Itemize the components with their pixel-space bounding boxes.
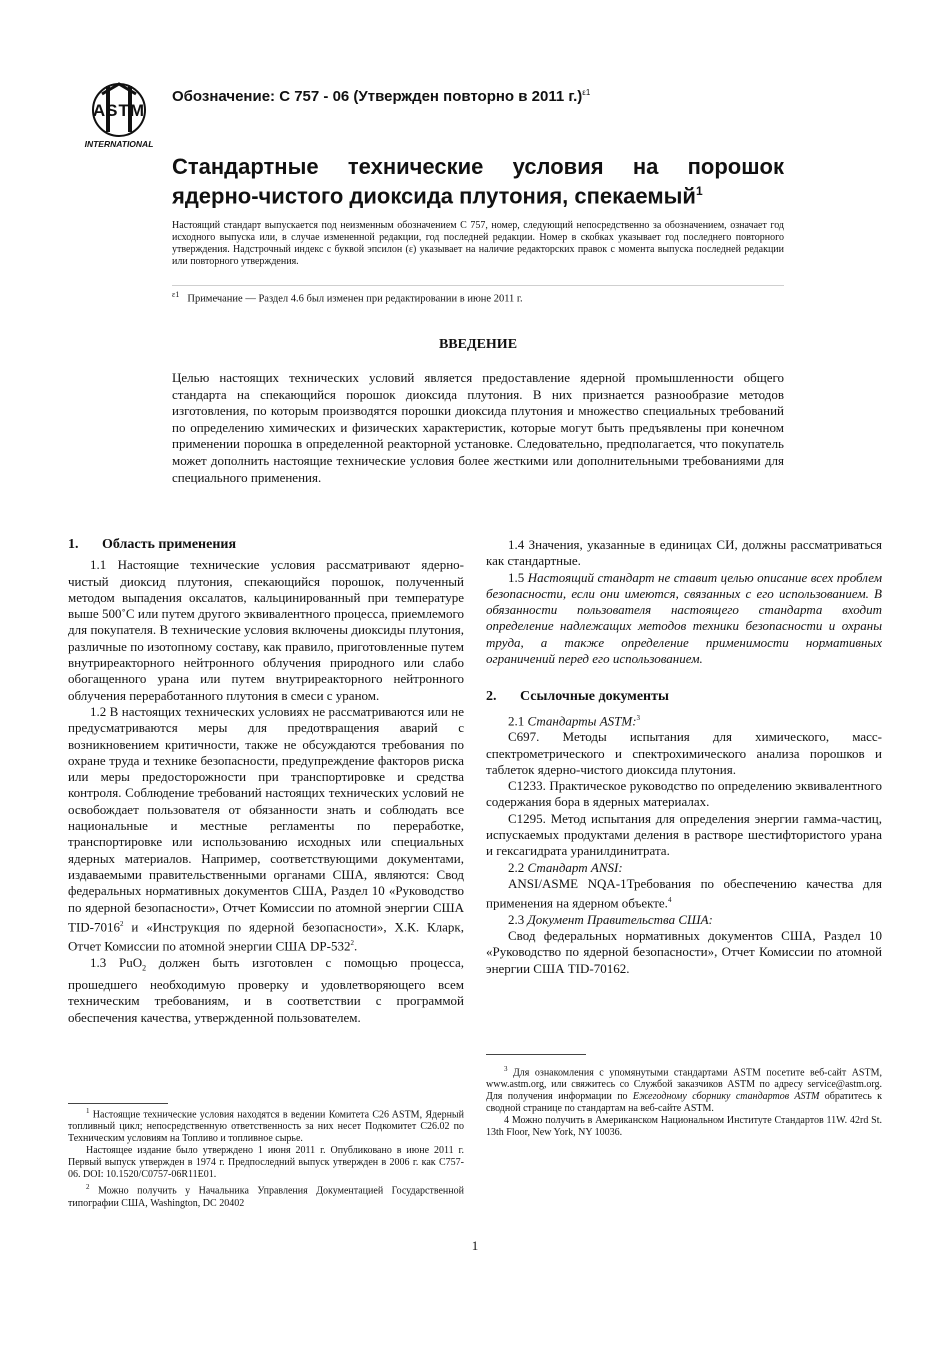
paragraph-1-2: [68, 704, 464, 955]
footnote-ref-4: 4: [667, 896, 672, 905]
paragraph-2-2-number: 2.2: [508, 859, 528, 875]
footnote-3-italic: Ежегодному сборнику стандартов ASTM: [632, 1091, 820, 1103]
paragraph-1-3-part-b: должен быть изготовлен с помощью процесса, прошедшего необходимую проверку и удовлетворяющего всем техническим требованиям, и в соответствии с программой обеспечения качества, утвержденной пользователем.: [68, 955, 464, 1025]
reference-c1295: C1295. Метод испытания для определения энергии гамма-частиц, испускаемых продуктами деления в растворе шестифтористого урана и гексагидрата уранилдинитрата.: [486, 810, 882, 859]
footnote-1b: Настоящее издание было утверждено 1 июня 2011 г. Опубликовано в июне 2011 г. Первый выпуск утвержден в 1974 г. Предпоследний выпуск утвержден в 2006 г. как C757-06. DOI: 10.1520/C0757-06R11E01.: [68, 1145, 464, 1181]
footnote-2: [68, 1181, 464, 1209]
introduction-heading: ВВЕДЕНИЕ: [438, 337, 518, 352]
paragraph-2-1-text: Стандарты ASTM:: [527, 713, 637, 728]
title-sup: 1: [695, 184, 703, 198]
paragraph-1-5-text: Настоящий стандарт не ставит целью описание всех проблем безопасности, если они имеются, связанных с его использованием. В обязанности пользователя настоящего стандарта входит определение надлежащих методов техники безопасности и охраны труда, а также определение применимости нормативных ограничений перед его использованием.: [486, 569, 882, 667]
paragraph-1-1: 1.1 Настоящие технические условия рассматривают ядерно-чистый диоксид плутония, спекающийся порошок, полученный методом выпадения оксалатов, кальцинированный при температуре выше 500˚C или путем другого эквивалентного процесса, приемлемого для покупателя. В технические условия включены диоксиды плутония, различные по изотопному составу, как правило, приготовленные путем внутриреакторного нейтронного облучения природного или слабо обогащенного урана или путем внутриреакторного нейтронного облучения переработанного плутония в смеси с ураном.: [68, 557, 464, 703]
footnote-3: [486, 1063, 882, 1115]
paragraph-1-3: [68, 955, 464, 1026]
paragraph-2-3: [486, 912, 882, 928]
paragraph-2-2-text: Стандарт ANSI:: [527, 859, 623, 875]
footnote-1: [68, 1105, 464, 1145]
paragraph-2-1-number: 2.1: [508, 713, 528, 728]
paragraph-2-3-text: Документ Правительства США:: [527, 911, 713, 927]
section-2-title: Ссылочные документы: [520, 689, 669, 705]
section-1-heading: [68, 537, 464, 553]
designation-sup: ε1: [582, 88, 591, 97]
left-column: [68, 537, 464, 1026]
footnotes-right: [486, 1063, 882, 1139]
designation-text: Обозначение: C 757 - 06 (Утвержден повторно в 2011 г.): [172, 88, 583, 105]
footnote-2-text: Можно получить у Начальника Управления Документацией Государственной типографии США, Washington, DC 20402: [68, 1185, 464, 1209]
reference-ansi: [486, 876, 882, 912]
page-number: 1: [471, 1238, 479, 1253]
paragraph-1-5-number: 1.5: [508, 569, 528, 585]
footnote-4: 4 Можно получить в Американском Национальном Институте Стандартов 11W. 42rd St. 13th Floor, New York, NY 10036.: [486, 1115, 882, 1139]
reference-ansi-text: ANSI/ASME NQA-1Требования по обеспечению качества для применения на ядерном объекте.: [486, 875, 882, 911]
paragraph-1-3-part-a: 1.3 PuO: [90, 955, 143, 971]
section-1-title: Область применения: [102, 537, 237, 552]
paragraph-1-2-part-c: .: [353, 938, 358, 954]
logo-bottom-text: INTERNATIONAL: [84, 139, 154, 149]
section-1-number: 1.: [68, 537, 79, 552]
puo2-subscript: 2: [142, 963, 147, 973]
paragraph-2-2: [486, 860, 882, 876]
footnote-ref-2a: 2: [120, 919, 124, 928]
edit-note: [172, 285, 784, 305]
paragraph-1-2-part-a: 1.2 В настоящих технических условиях не рассматриваются или не предусматриваются меры для предотвращения аварий с возникновением критичности, также не обсуждаются требования по охране труда и технике безопасности, предупреждение факторов риска или меры предосторожности при транспортировке и средства контроля. Соблюдение требований настоящих технических условий не освобождает пользователя от обязанности знать и соблюдать все национальные и местные регламенты по переработке, транспортировке или использованию исходных или специальных ядерных материалов. Например, соответствующими документами, издаваемыми правительственными органами США, являются: Свод федеральных нормативных документов США, Раздел 10 «Руководство по ядерной безопасности», Отчет Комиссии по атомной энергии США TID-7016: [68, 703, 464, 935]
paragraph-2-1: [486, 710, 882, 730]
paragraph-1-4: 1.4 Значения, указанные в единицах СИ, должны рассматриваться как стандартные.: [486, 537, 882, 569]
right-column: [486, 537, 882, 977]
reference-c697: C697. Методы испытания для химического, масс-спектрометрического и спектрохимического анализа порошков и таблеток ядерно-чистого диоксида плутония.: [486, 729, 882, 777]
paragraph-2-3-number: 2.3: [508, 911, 528, 927]
footnote-rule-left: [68, 1103, 168, 1104]
astm-logo: [80, 80, 158, 150]
section-2-number: 2.: [486, 689, 497, 705]
document-title: [172, 154, 784, 208]
footnote-ref-3: 3: [636, 713, 641, 722]
footnote-rule-right: [486, 1054, 586, 1055]
introduction-text: Целью настоящих технических условий является предоставление ядерной промышленности общего стандарта на спекающийся порошок диоксида плутония. В них признается разнообразие методов изготовления, по которым производятся порошки диоксида плутония и множество специальных требований по определению химических и физических характеристик, которые могут быть предъявлены при конечном применении порошка в определенной реакторной установке. Следовательно, предполагается, что покупатель может дополнить настоящие технические условия более жесткими или дополнительными требованиями для специального применения.: [172, 370, 784, 485]
footnote-3-text-a: Для ознакомления с упомянутыми стандартами ASTM посетите веб-сайт ASTM, www.astm.org, или свяжитесь со Службой заказчиков ASTM по адресу service@astm.org. Для получения информации по: [486, 1067, 882, 1103]
footnote-1-text: Настоящие технические условия находятся в ведении Комитета C26 ASTM, Ядерный топливный цикл; непосредственную ответственность за них несет Подкомитет C26.02 по Техническим условиям на Топливо и топливное сырье.: [68, 1109, 464, 1145]
footnote-1-marker: 1: [86, 1107, 90, 1115]
footnote-3-marker: 3: [504, 1065, 508, 1073]
footnote-3-text-b: обратитесь к сводной странице по стандартам на веб-сайте ASTM.: [486, 1091, 882, 1115]
footnote-ref-2b: 2: [350, 939, 354, 948]
footnote-2-marker: 2: [86, 1183, 90, 1192]
reference-cfr: Свод федеральных нормативных документов США, Раздел 10 «Руководство по ядерной безопасности», Отчет Комиссии по атомной энергии США TID-70162.: [486, 928, 882, 976]
footnotes-left: [68, 1105, 464, 1210]
reference-c1233: C1233. Практическое руководство по определению эквивалентного содержания бора в ядерных материалах.: [486, 778, 882, 810]
paragraph-1-2-part-b: и «Инструкция по ядерной безопасности», Х.К. Кларк, Отчет Комиссии по атомной энергии США DP-532: [68, 919, 464, 954]
logo-top-text: ASTM: [92, 101, 146, 120]
edit-note-symbol: ε1: [172, 290, 180, 299]
designation: [172, 88, 590, 105]
title-text: Стандартные технические условия на порошок ядерно-чистого диоксида плутония, спекаемый: [172, 154, 784, 209]
preamble: Настоящий стандарт выпускается под неизменным обозначением C 757, номер, следующий непосредственно за обозначением, означает год исходного выпуска или, в случае измененной редакции, год последней редакции. Номер в скобках указывает год последнего повторного утверждения. Надстрочный индекс с буквой эпсилон (ε) указывает на наличие редакторских правок с момента выпуска последней редакции или повторного утверждения.: [172, 220, 784, 267]
paragraph-1-5: [486, 570, 882, 668]
edit-note-text: Примечание — Раздел 4.6 был изменен при редактировании в июне 2011 г.: [187, 293, 523, 305]
section-2-heading: [486, 689, 882, 705]
